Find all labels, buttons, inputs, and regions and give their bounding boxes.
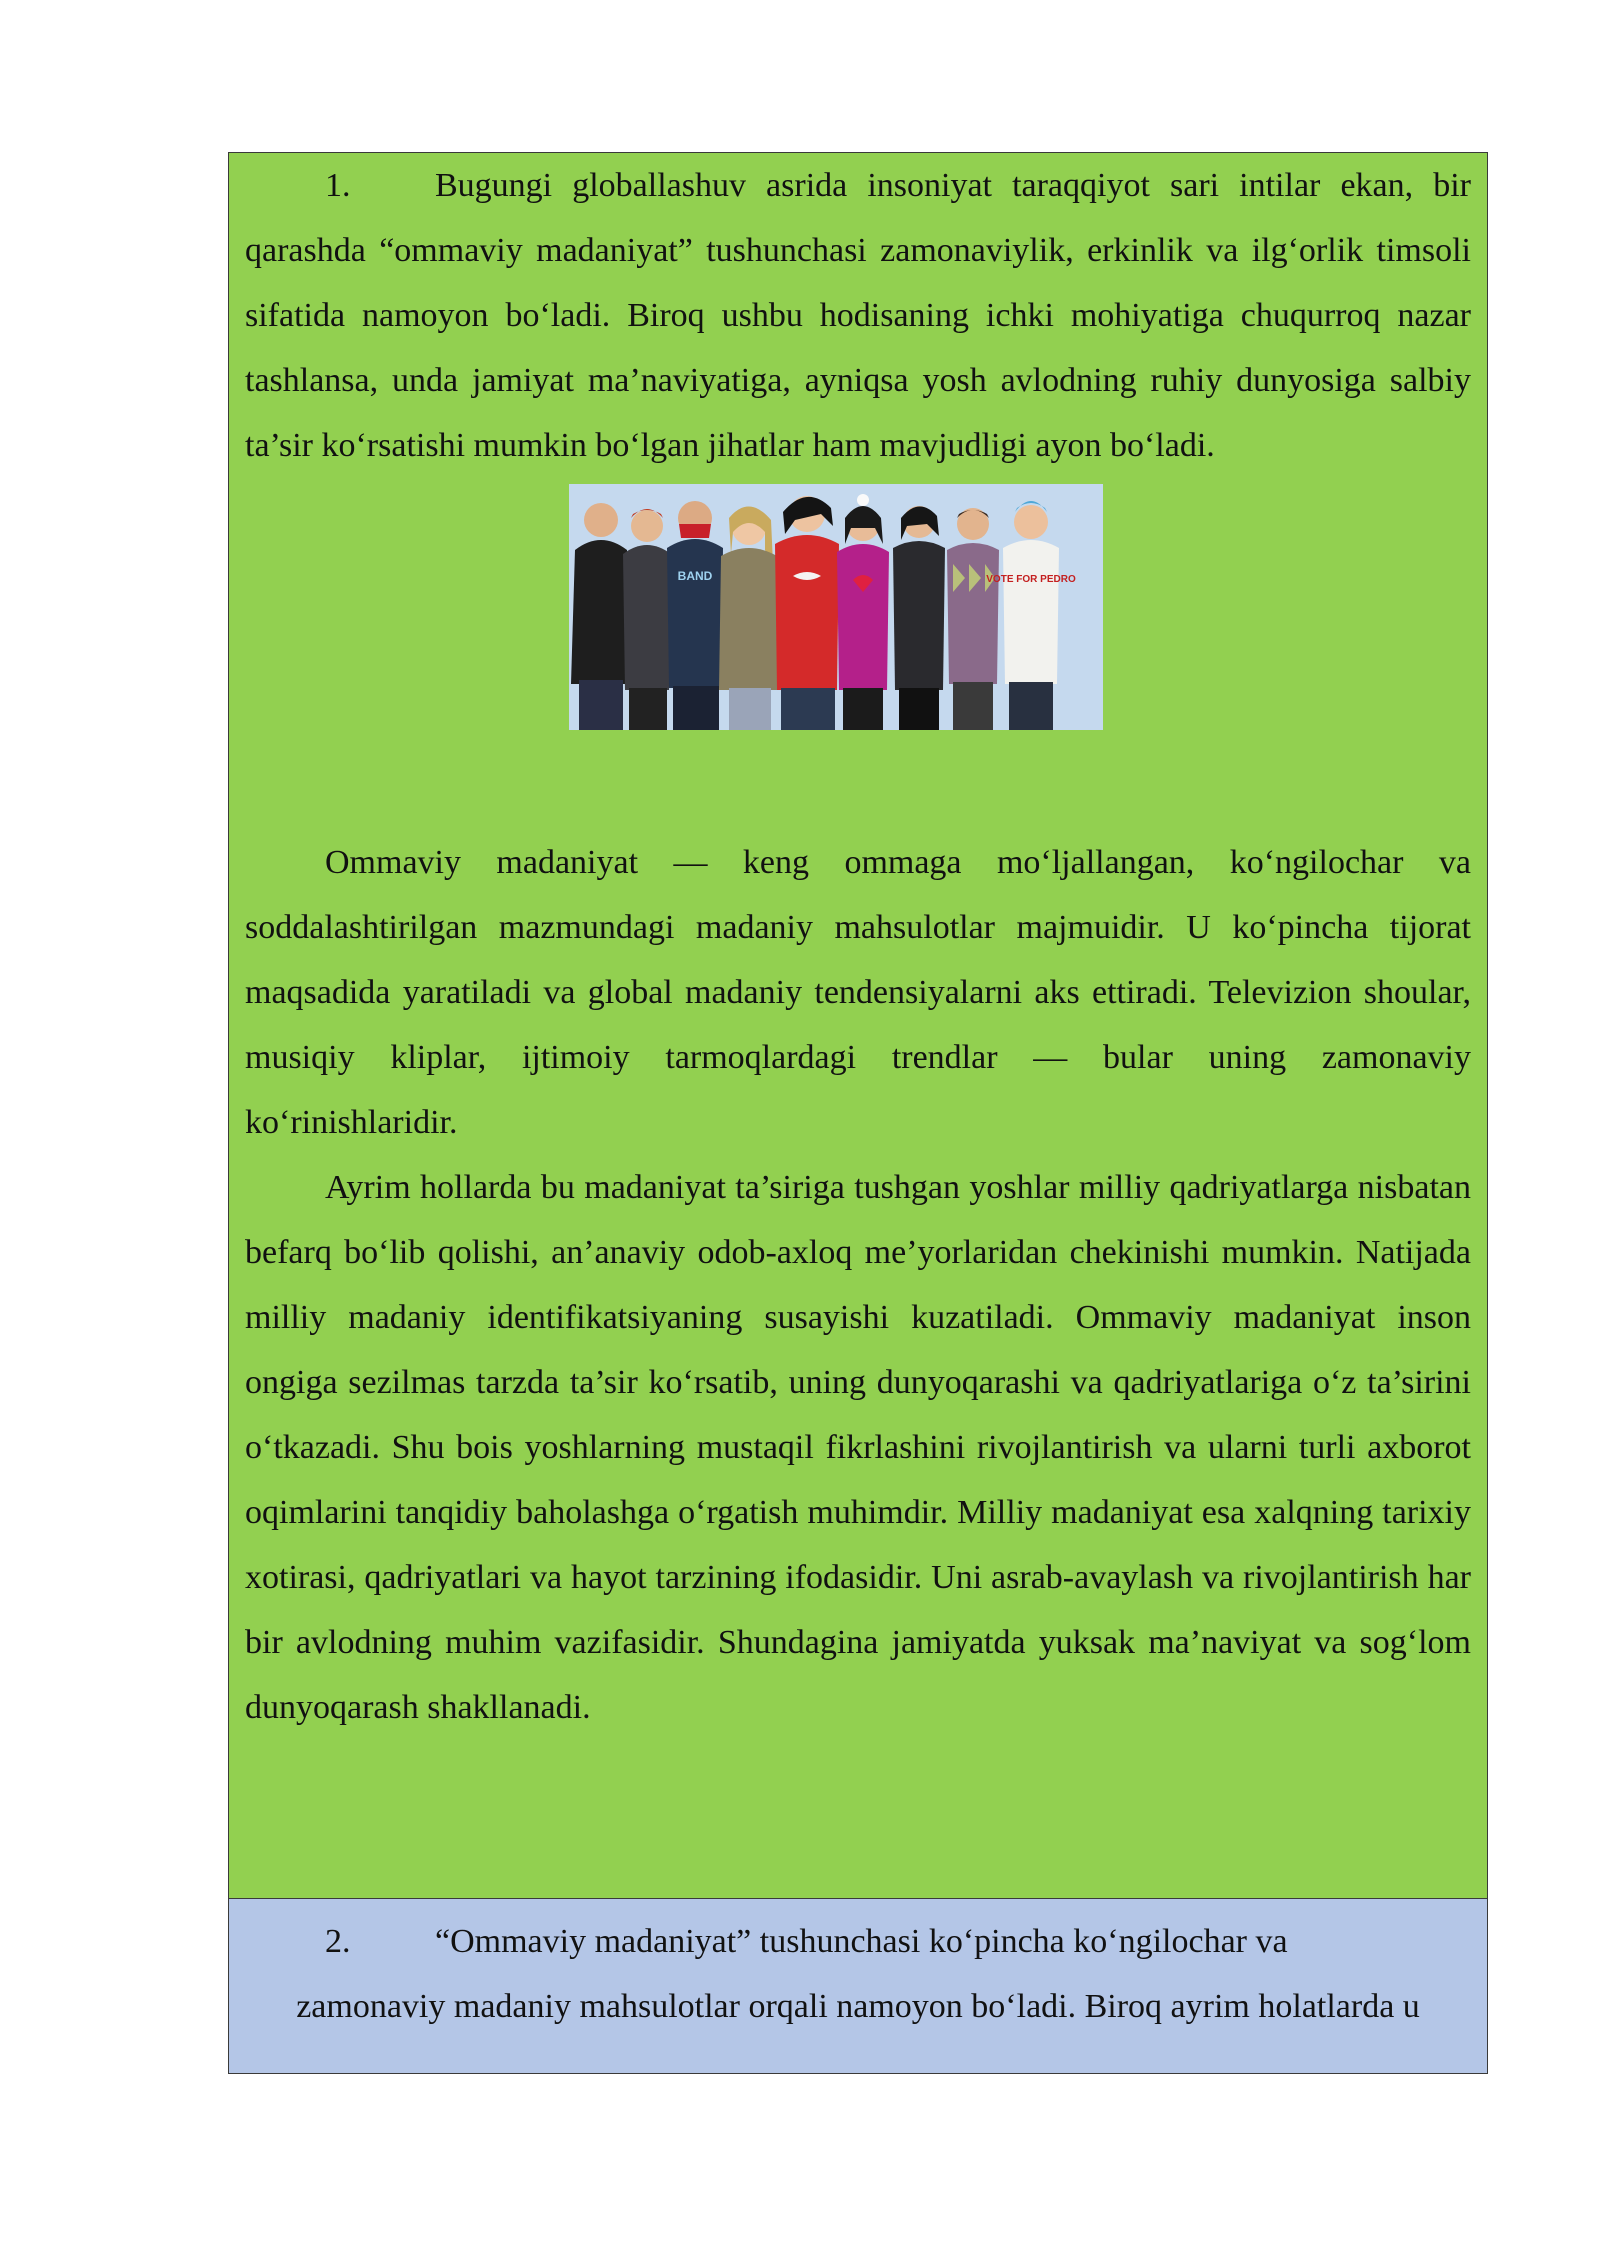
section-2-line-1: “Ommaviy madaniyat” tushunchasi ko‘pincha ko‘ngilochar va (435, 1923, 1288, 1960)
section-1-paragraph-3: Ayrim hollarda bu madaniyat ta’siriga tushgan yoshlar milliy qadriyatlarga nisbatan befarq bo‘lib qolishi, an’anaviy odob-axloq me’yorlaridan chekinishi mumkin. Natijada milliy madaniy identifikatsiyaning susayishi kuzatiladi. Ommaviy madaniyat inson ongiga sezilmas tarzda ta’sir ko‘rsatib, uning dunyoqarashi va qadriyatlariga o‘z ta’sirini o‘tkazadi. Shu bois yoshlarning mustaqil fikrlashini rivojlantirish va ularni turli axborot oqimlarini tanqidiy baholashga o‘rgatish muhimdir. Milliy madaniyat esa xalqning tarixiy xotirasi, qadriyatlari va hayot tarzining ifodasidir. Uni asrab-avaylash va rivojlantirish har bir avlodning muhim vazifasidir. Shundagina jamiyatda yuksak ma’naviyat va sog‘lom dunyoqarash shakllanadi. (245, 1169, 1471, 1726)
section-2-cell (229, 1899, 1487, 2073)
section-1-number: 1. (325, 167, 351, 204)
section-1-intro (245, 153, 1471, 478)
content-table (228, 152, 1488, 2074)
section-1-cell (229, 153, 1487, 1899)
section-2-line-2: zamonaviy madaniy mahsulotlar orqali namoyon bo‘ladi. Biroq ayrim holatlarda u (296, 1988, 1420, 2025)
section-2-number: 2. (325, 1923, 351, 1960)
youth-group-drawing (569, 484, 1103, 730)
section-1-intro-text: Bugungi globallashuv asrida insoniyat taraqqiyot sari intilar ekan, bir qarashda “ommaviy madaniyat” tushunchasi zamonaviylik, erkinlik va ilg‘orlik timsoli sifatida namoyon bo‘ladi. Biroq ushbu hodisaning ichki mohiyatiga chuqurroq nazar tashlansa, unda jamiyat ma’naviyatiga, ayniqsa yosh avlodning ruhiy dunyosiga salbiy ta’sir ko‘rsatishi mumkin bo‘lgan jihatlar ham mavjudligi ayon bo‘ladi. (245, 167, 1471, 464)
youth-group-illustration (569, 484, 1103, 730)
section-1-paragraph-2: Ommaviy madaniyat — keng ommaga mo‘ljallangan, ko‘ngilochar va soddalashtirilgan mazmundagi madaniy mahsulotlar majmuidir. U ko‘pincha tijorat maqsadida yaratiladi va global madaniy tendensiyalarni aks ettiradi. Televizion shoular, musiqiy kliplar, ijtimoiy tarmoqlardagi trendlar — bular uning zamonaviy ko‘rinishlaridir. (245, 844, 1471, 1141)
svg-text:BAND: BAND (677, 569, 713, 583)
section-2-heading (245, 1909, 1471, 1974)
figure-container (245, 478, 1471, 830)
vote-for-pedro-shirt-text: VOTE FOR PEDRO (986, 574, 1076, 585)
